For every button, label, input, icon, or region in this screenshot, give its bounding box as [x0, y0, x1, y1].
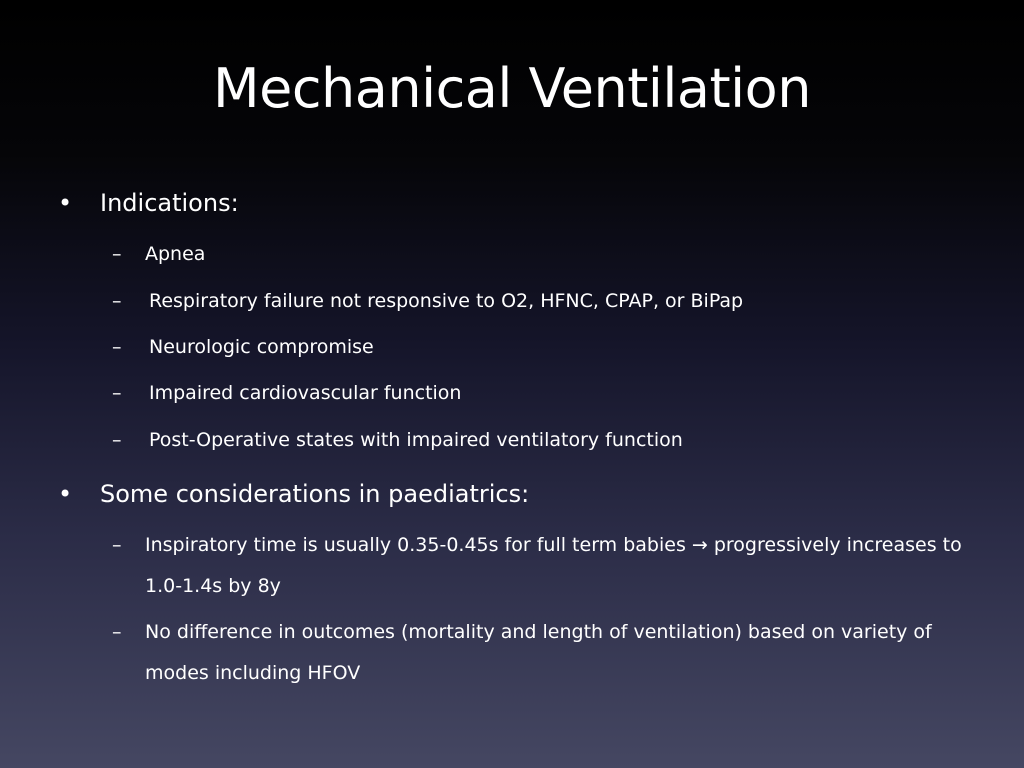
dash-icon: –: [112, 336, 122, 358]
dash-icon: –: [112, 382, 122, 404]
list-item-text: Apnea: [145, 243, 206, 265]
list-item-text: Impaired cardiovascular function: [149, 382, 462, 404]
dash-icon: –: [112, 534, 122, 556]
list-item-text: No difference in outcomes (mortality and length of ventilation) based on variety of modes including HFOV: [145, 621, 932, 684]
bullet-dot-icon: •: [58, 189, 73, 217]
slide-title: Mechanical Ventilation: [213, 57, 811, 120]
list-item-text: Inspiratory time is usually 0.35-0.45s for full term babies → progressively increases to 1.0-1.4s by 8y: [145, 534, 962, 597]
dash-icon: –: [112, 429, 122, 451]
dash-icon: –: [112, 621, 122, 643]
bullet-dot-icon: •: [58, 480, 73, 508]
list-item-text: Respiratory failure not responsive to O2, HFNC, CPAP, or BiPap: [149, 290, 744, 312]
dash-icon: –: [112, 290, 122, 312]
section-heading: Indications:: [100, 189, 239, 217]
list-item-text: Neurologic compromise: [149, 336, 374, 358]
list-item-text: Post-Operative states with impaired ventilatory function: [149, 429, 683, 451]
dash-icon: –: [112, 243, 122, 265]
section-heading: Some considerations in paediatrics:: [100, 480, 530, 508]
